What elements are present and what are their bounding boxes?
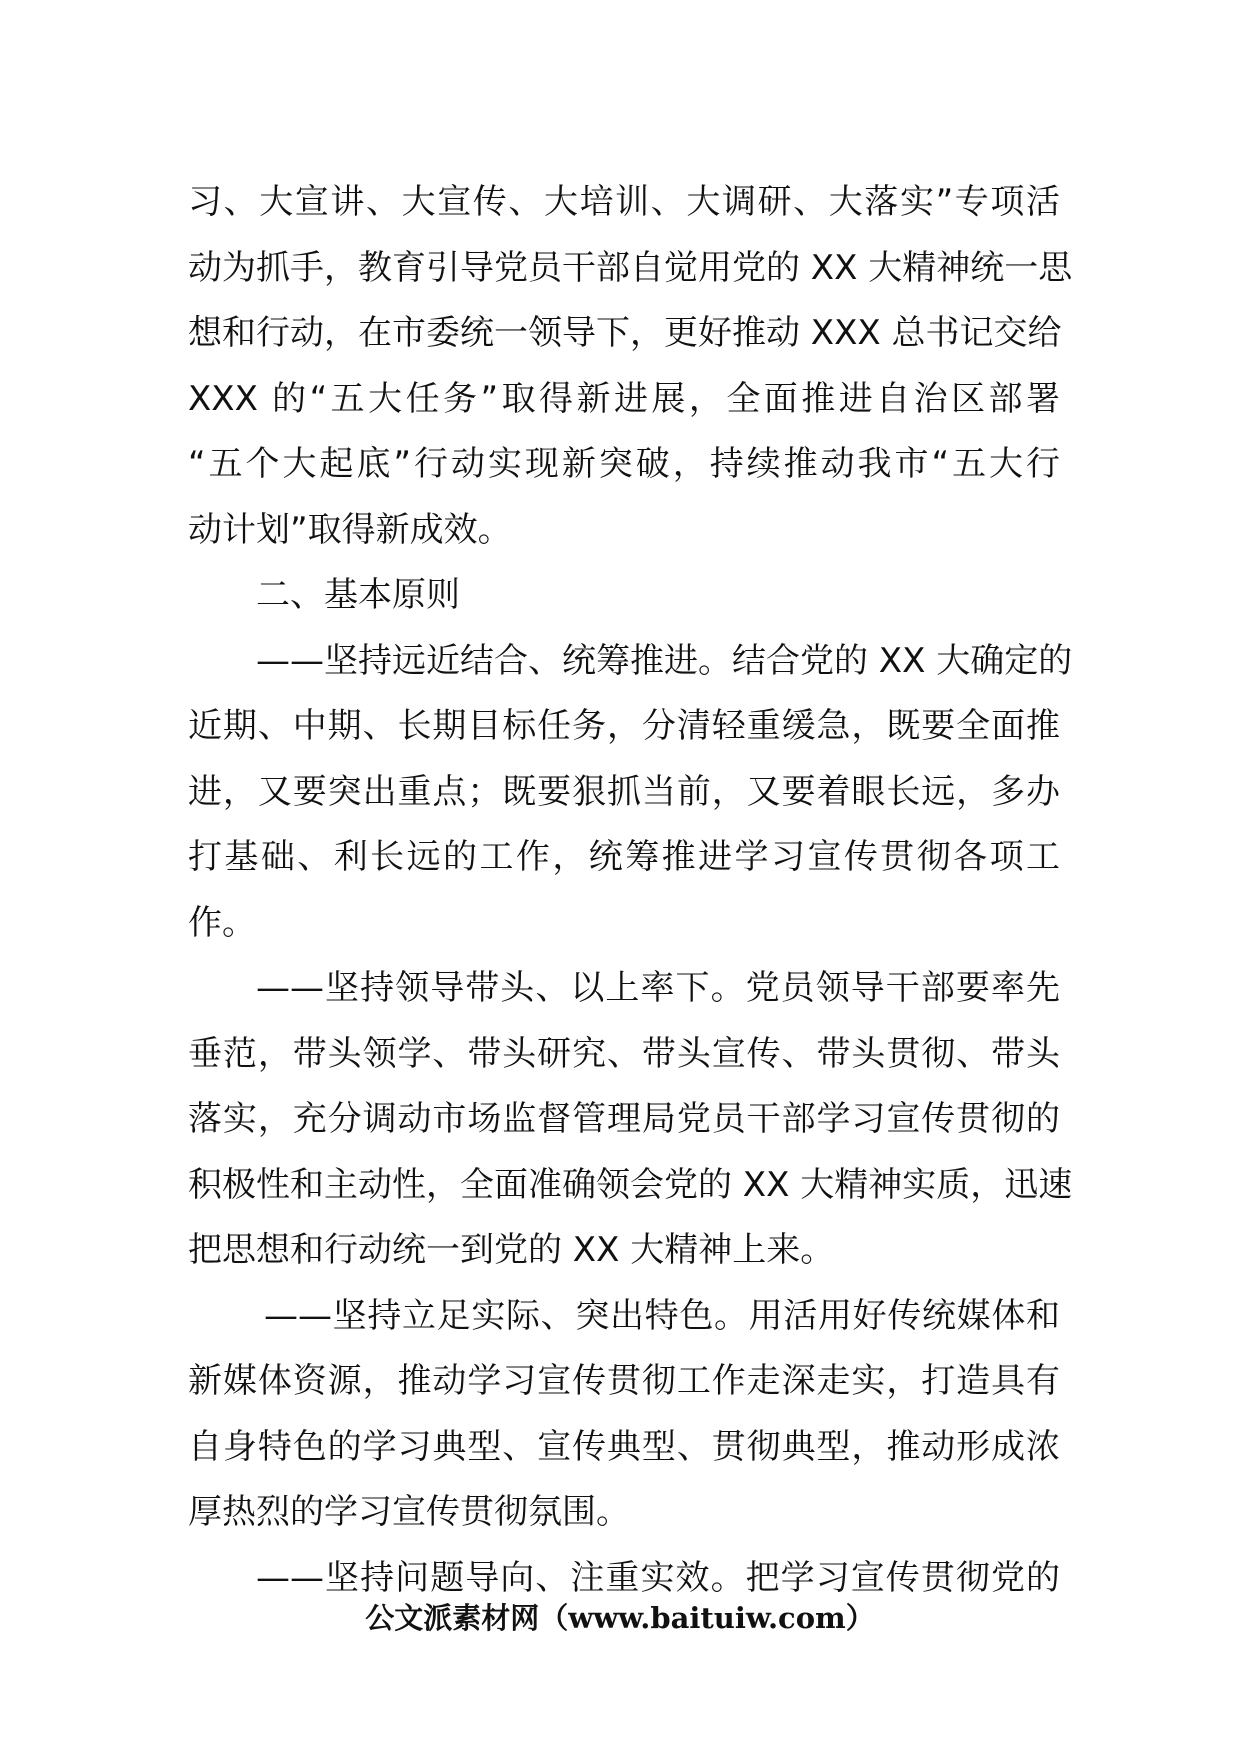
text-line: 垂范，带头领学、带头研究、带头宣传、带头贯彻、带头 [188,1033,1060,1074]
text-line: 作。 [188,902,256,943]
text-line: ——坚持远近结合、统筹推进。结合党的 XX 大确定的 [256,640,1073,681]
footer-watermark: 公文派素材网（www.baituiw.com） [365,1601,875,1635]
text-line: XXX 的“五大任务”取得新进展，全面推进自治区部署 [188,378,1060,419]
text-line: 想和行动，在市委统一领导下，更好推动 XXX 总书记交给 [188,313,1062,353]
text-line: 二、基本原则 [256,575,460,615]
text-line: 新媒体资源，推动学习宣传贯彻工作走深走实，打造具有 [188,1361,1060,1401]
text-line: ——坚持问题导向、注重实效。把学习宣传贯彻党的 [256,1557,1060,1598]
text-line: ——坚持立足实际、突出特色。用活用好传统媒体和 [264,1295,1060,1336]
text-line: 落实，充分调动市场监督管理局党员干部学习宣传贯彻的 [188,1099,1060,1139]
text-line: ——坚持领导带头、以上率下。党员领导干部要率先 [256,968,1060,1008]
text-line: 打基础、利长远的工作，统筹推进学习宣传贯彻各项工 [188,837,1060,877]
text-line: 习、大宣讲、大宣传、大培训、大调研、大落实”专项活 [188,182,1060,222]
document-body [188,170,1073,1611]
text-line: 动为抓手，教育引导党员干部自觉用党的 XX 大精神统一思 [188,247,1073,288]
text-line: 进，又要突出重点；既要狠抓当前，又要着眼长远，多办 [188,771,1060,812]
text-line: 把思想和行动统一到党的 XX 大精神上来。 [188,1230,835,1270]
text-line: 厚热烈的学习宣传贯彻氛围。 [188,1492,630,1532]
text-line: 近期、中期、长期目标任务，分清轻重缓急，既要全面推 [188,706,1060,746]
text-line: 积极性和主动性，全面准确领会党的 XX 大精神实质，迅速 [188,1164,1073,1205]
text-line: 自身特色的学习典型、宣传典型、贯彻典型，推动形成浓 [188,1426,1060,1467]
text-line: 动计划”取得新成效。 [188,509,512,550]
text-line: “五个大起底”行动实现新突破，持续推动我市“五大行 [188,444,1060,484]
